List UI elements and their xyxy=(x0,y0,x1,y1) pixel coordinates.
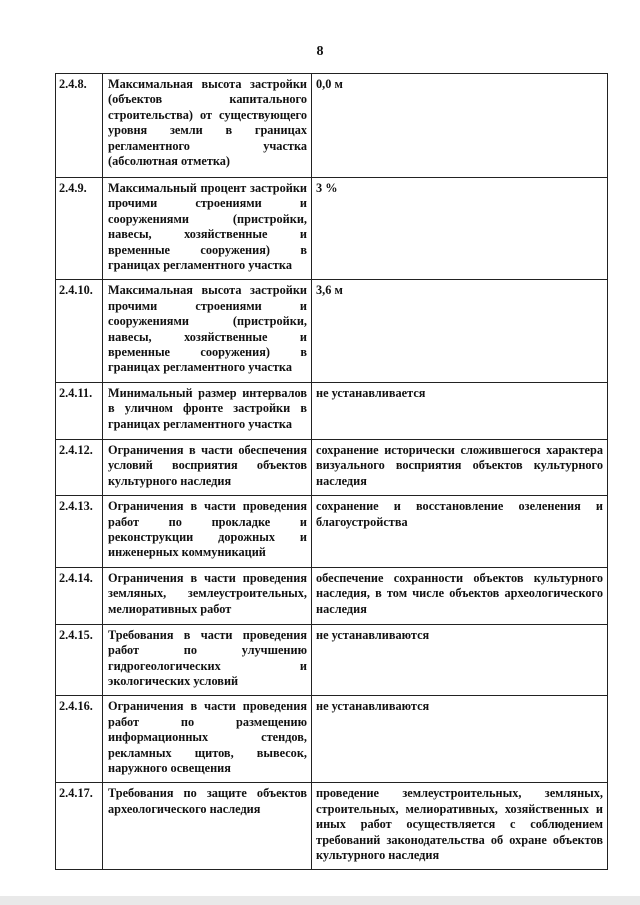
table-row xyxy=(56,382,608,439)
row-parameter: Максимальная высота застройки прочими строениями и сооружениями (пристройки, навесы, хозяйственные и временные сооружения) в границах регламентного участка xyxy=(103,280,312,382)
row-value: обеспечение сохранности объектов культурного наследия, в том числе объектов археологического наследия xyxy=(312,567,608,624)
table-row xyxy=(56,178,608,280)
row-number: 2.4.13. xyxy=(56,496,103,568)
row-number: 2.4.17. xyxy=(56,783,103,870)
row-value: 3,6 м xyxy=(312,280,608,382)
table-row xyxy=(56,624,608,696)
table-row xyxy=(56,783,608,870)
regulations-table xyxy=(55,73,608,870)
row-parameter: Максимальная высота застройки (объектов капитального строительства) от существующего уровня земли в границах регламентного участка (абсолютная отметка) xyxy=(103,74,312,178)
table-row xyxy=(56,496,608,568)
row-value: сохранение и восстановление озеленения и благоустройства xyxy=(312,496,608,568)
page-number: 8 xyxy=(316,44,324,59)
row-value: 0,0 м xyxy=(312,74,608,178)
row-number: 2.4.10. xyxy=(56,280,103,382)
row-number: 2.4.16. xyxy=(56,696,103,783)
scan-edge xyxy=(0,896,640,905)
row-parameter: Ограничения в части проведения работ по размещению информационных стендов, рекламных щитов, вывесок, наружного освещения xyxy=(103,696,312,783)
row-value: сохранение исторически сложившегося характера визуального восприятия объектов культурного наследия xyxy=(312,439,608,495)
row-parameter: Максимальный процент застройки прочими строениями и сооружениями (пристройки, навесы, хозяйственные и временные сооружения) в границах регламентного участка xyxy=(103,178,312,280)
row-parameter: Ограничения в части обеспечения условий восприятия объектов культурного наследия xyxy=(103,439,312,495)
row-number: 2.4.15. xyxy=(56,624,103,696)
row-parameter: Требования по защите объектов археологического наследия xyxy=(103,783,312,870)
row-number: 2.4.14. xyxy=(56,567,103,624)
row-value: не устанавливается xyxy=(312,382,608,439)
table-row xyxy=(56,696,608,783)
row-parameter: Минимальный размер интервалов в уличном фронте застройки в границах регламентного участка xyxy=(103,382,312,439)
row-parameter: Ограничения в части проведения земляных, землеустроительных, мелиоративных работ xyxy=(103,567,312,624)
row-number: 2.4.9. xyxy=(56,178,103,280)
row-number: 2.4.8. xyxy=(56,74,103,178)
table-row xyxy=(56,280,608,382)
row-parameter: Ограничения в части проведения работ по прокладке и реконструкции дорожных и инженерных коммуникаций xyxy=(103,496,312,568)
row-number: 2.4.11. xyxy=(56,382,103,439)
row-value: 3 % xyxy=(312,178,608,280)
row-parameter: Требования в части проведения работ по улучшению гидрогеологических и экологических условий xyxy=(103,624,312,696)
table-row xyxy=(56,439,608,495)
table-row xyxy=(56,74,608,178)
row-value: проведение землеустроительных, земляных, строительных, мелиоративных, хозяйственных и иных работ осуществляется с соблюдением требований законодательства об охране объектов культурного наследия xyxy=(312,783,608,870)
row-value: не устанавливаются xyxy=(312,624,608,696)
table-row xyxy=(56,567,608,624)
row-value: не устанавливаются xyxy=(312,696,608,783)
row-number: 2.4.12. xyxy=(56,439,103,495)
